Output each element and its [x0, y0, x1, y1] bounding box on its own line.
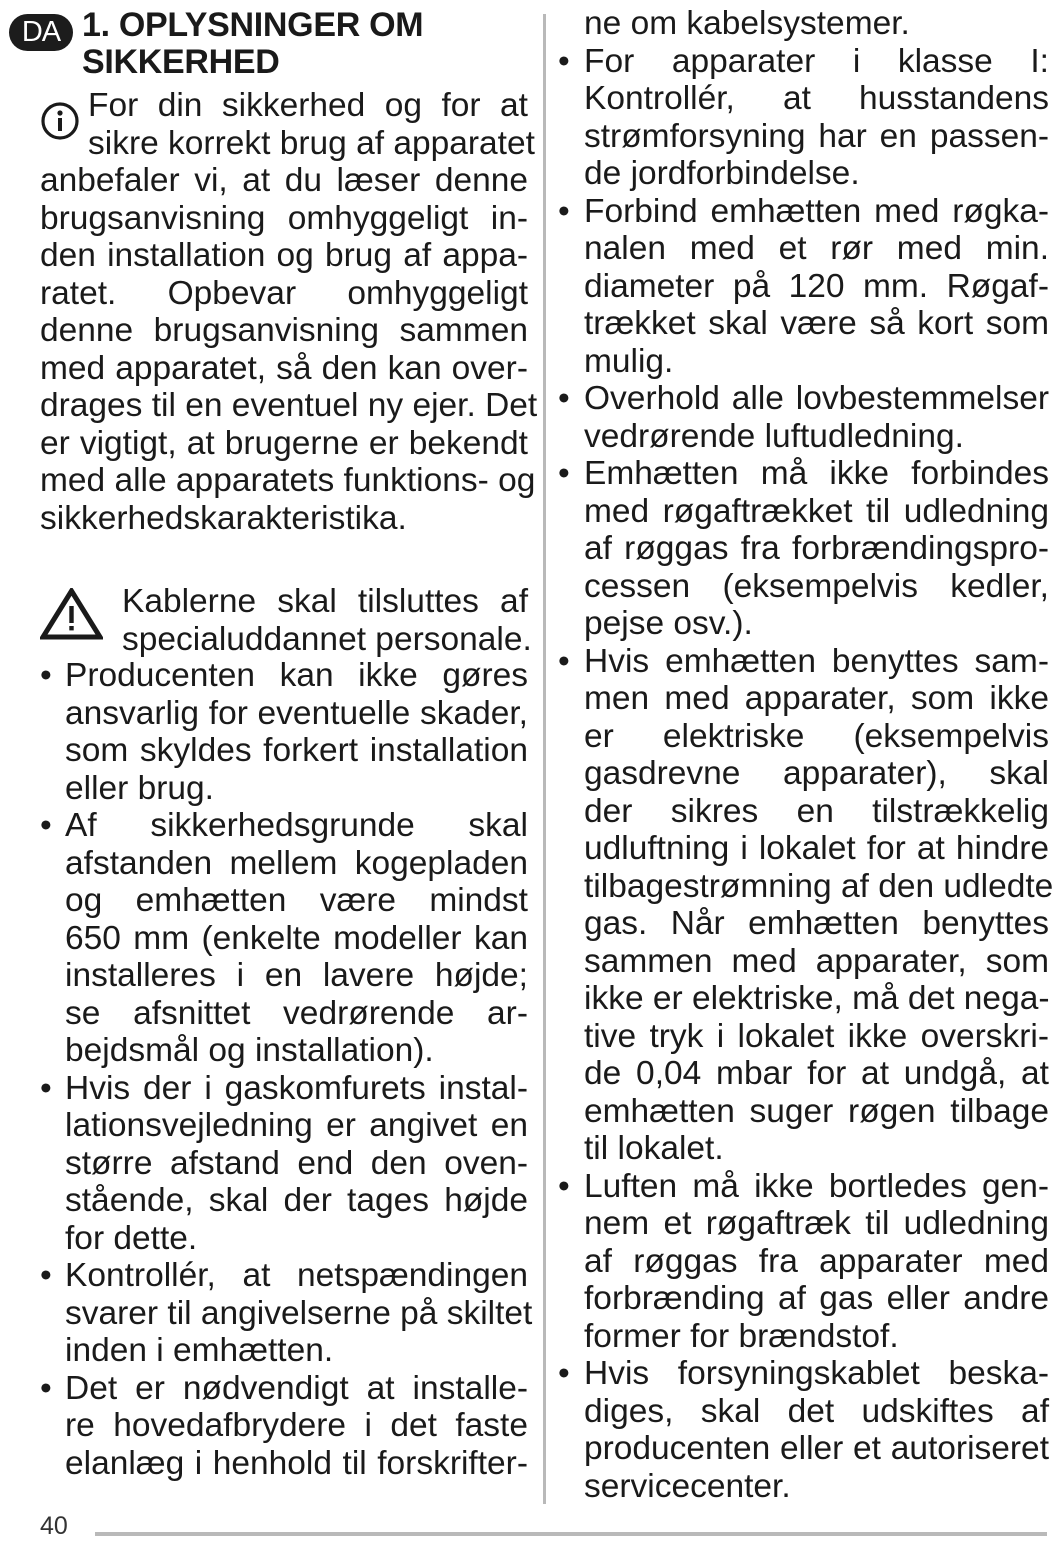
bullet-dot: •: [558, 1167, 570, 1205]
bullet-line: de jordforbindelse.: [584, 155, 860, 192]
intro-line: den installation og brug af appa-: [40, 237, 528, 274]
intro-line: med alle apparatets funktions- og: [40, 462, 536, 499]
bullet-line: Kontrollér, at husstandens: [584, 80, 1049, 117]
bullet-line: men med apparater, som ikke: [584, 680, 1049, 717]
bullet-line: diameter på 120 mm. Røgaf-: [584, 267, 1049, 305]
list-item: [558, 1168, 1049, 1356]
bullet-line: tive tryk i lokalet ikke overskri-: [584, 1017, 1049, 1055]
bullet-line: lationsvejledning er angivet en: [65, 1107, 528, 1144]
bullet-line: afstanden mellem kogepladen: [65, 844, 528, 882]
bullet-dot: •: [558, 642, 570, 680]
bullet-line: tilbagestrømning af den udledte: [584, 867, 1054, 905]
bullet-dot: •: [40, 1069, 52, 1107]
bullet-line: inden i emhætten.: [65, 1332, 334, 1369]
bullet-line: servicecenter.: [584, 1467, 791, 1505]
bullet-dot: •: [40, 657, 52, 694]
heading-line-2: SIKKERHED: [82, 43, 280, 81]
bullet-line: de 0,04 mbar for at undgå, at: [584, 1055, 1049, 1092]
list-item: [558, 43, 1049, 193]
intro-line: anbefaler vi, at du læser denne: [40, 162, 528, 199]
bullet-line: der sikres en tilstrækkelig: [584, 792, 1049, 830]
bullet-line: Overhold alle lovbestemmelser: [584, 380, 1049, 417]
bullet-line: installeres i en lavere højde;: [65, 957, 528, 994]
bullet-line: producenten eller et autoriseret: [584, 1430, 1049, 1467]
left-bullet-list: [40, 657, 533, 1482]
bullet-dot: •: [558, 455, 570, 492]
bullet-line: stående, skal der tages højde: [65, 1182, 528, 1219]
bullet-line: som skyldes forkert installation: [65, 732, 528, 769]
bullet-line: forbrænding af gas eller andre: [584, 1280, 1049, 1317]
bullet-line: Det er nødvendigt at installe-: [65, 1369, 528, 1407]
bullet-line: for dette.: [65, 1219, 198, 1257]
bullet-line: Producenten kan ikke gøres: [65, 657, 528, 694]
bullet-dot: •: [558, 1355, 570, 1392]
bullet-line: vedrørende luftudledning.: [584, 417, 964, 455]
intro-line: med apparatet, så den kan over-: [40, 349, 528, 387]
intro-paragraph: [40, 87, 538, 537]
bullet-line: ikke er elektriske, må det nega-: [584, 980, 1050, 1017]
bullet-line: diges, skal det udskiftes af: [584, 1392, 1049, 1430]
column-divider: [543, 14, 546, 1504]
intro-line: sikre korrekt brug af apparatet: [88, 124, 535, 162]
bullet-line: elanlæg i henhold til forskrifter-: [65, 1444, 528, 1482]
bullet-line: former for brændstof.: [584, 1317, 899, 1355]
bullet-dot: •: [40, 1369, 52, 1407]
intro-line: drages til en eventuel ny ejer. Det: [40, 387, 538, 424]
list-item: [40, 807, 528, 1070]
bullet-line: større afstand end den oven-: [65, 1144, 528, 1182]
intro-line: denne brugsanvisning sammen: [40, 312, 528, 349]
footer-rule: [95, 1532, 1047, 1536]
list-item: [558, 1355, 1049, 1505]
warning-text: [40, 583, 532, 658]
list-item: [558, 642, 1054, 1168]
bullet-line: Af sikkerhedsgrunde skal: [65, 807, 528, 844]
bullet-line: gasdrevne apparater), skal: [584, 755, 1049, 792]
continuation-line: ne om kabelsystemer.: [584, 5, 910, 42]
bullet-line: trækket skal være så kort som: [584, 305, 1049, 342]
bullet-line: er elektriske (eksempelvis: [584, 717, 1049, 755]
warning-line: specialuddannet personale.: [122, 620, 532, 658]
bullet-line: af røggas fra forbrændingspro-: [584, 530, 1049, 567]
bullet-line: udluftning i lokalet for at hindre: [584, 830, 1049, 867]
bullet-line: sammen med apparater, som: [584, 942, 1049, 980]
bullet-line: Hvis emhætten benyttes sam-: [584, 642, 1049, 680]
bullet-dot: •: [558, 380, 570, 417]
bullet-line: emhætten suger røgen tilbage: [584, 1092, 1049, 1130]
bullet-line: af røggas fra apparater med: [584, 1242, 1049, 1280]
bullet-line: Luften må ikke bortledes gen-: [584, 1167, 1049, 1205]
bullet-line: Hvis der i gaskomfurets instal-: [65, 1069, 528, 1107]
bullet-line: med røgaftrækket til udledning: [584, 492, 1049, 530]
bullet-line: pejse osv.).: [584, 605, 753, 642]
list-item: [558, 455, 1049, 643]
heading-line-1: 1. OPLYSNINGER OM: [82, 6, 424, 44]
section-heading: [82, 7, 522, 81]
bullet-dot: •: [558, 42, 570, 80]
warning-line: Kablerne skal tilsluttes af: [122, 583, 528, 620]
bullet-line: mulig.: [584, 342, 674, 380]
bullet-line: se afsnittet vedrørende ar-: [65, 994, 528, 1032]
list-item: [40, 657, 528, 807]
list-item: [558, 380, 1049, 455]
bullet-line: 650 mm (enkelte modeller kan: [65, 919, 528, 957]
bullet-dot: •: [40, 807, 52, 844]
bullet-line: til lokalet.: [584, 1130, 724, 1167]
bullet-line: svarer til angivelserne på skiltet: [65, 1294, 533, 1332]
bullet-line: bejdsmål og installation).: [65, 1032, 434, 1069]
page-number: 40: [40, 1512, 68, 1540]
bullet-line: For apparater i klasse I:: [584, 42, 1049, 80]
intro-line: brugsanvisning omhyggeligt in-: [40, 199, 528, 237]
bullet-line: strømforsyning har en passen-: [584, 117, 1049, 155]
intro-line: For din sikkerhed og for at: [88, 87, 528, 124]
language-badge: DA: [9, 14, 73, 51]
bullet-line: gas. Når emhætten benyttes: [584, 905, 1049, 942]
list-item: [40, 1070, 528, 1258]
bullet-line: Kontrollér, at netspændingen: [65, 1257, 528, 1294]
intro-line: sikkerhedskarakteristika.: [40, 499, 407, 537]
bullet-line: Emhætten må ikke forbindes: [584, 455, 1049, 492]
bullet-line: cessen (eksempelvis kedler,: [584, 567, 1049, 605]
intro-line: ratet. Opbevar omhyggeligt: [40, 274, 528, 312]
bullet-line: ansvarlig for eventuelle skader,: [65, 694, 528, 732]
bullet-line: Forbind emhætten med røgka-: [584, 192, 1049, 230]
bullet-dot: •: [558, 192, 570, 230]
list-item: [558, 193, 1049, 381]
bullet-line: eller brug.: [65, 769, 214, 807]
intro-line: er vigtigt, at brugerne er bekendt: [40, 424, 528, 462]
right-bullet-list: [558, 5, 1054, 1505]
list-item: [40, 1370, 528, 1483]
bullet-line: nalen med et rør med min.: [584, 230, 1049, 267]
bullet-line: re hovedafbrydere i det faste: [65, 1407, 528, 1444]
list-item: [40, 1257, 533, 1370]
bullet-dot: •: [40, 1257, 52, 1294]
bullet-line: og emhætten være mindst: [65, 882, 528, 919]
bullet-line: Hvis forsyningskablet beska-: [584, 1355, 1049, 1392]
bullet-line: nem et røgaftræk til udledning: [584, 1205, 1049, 1242]
